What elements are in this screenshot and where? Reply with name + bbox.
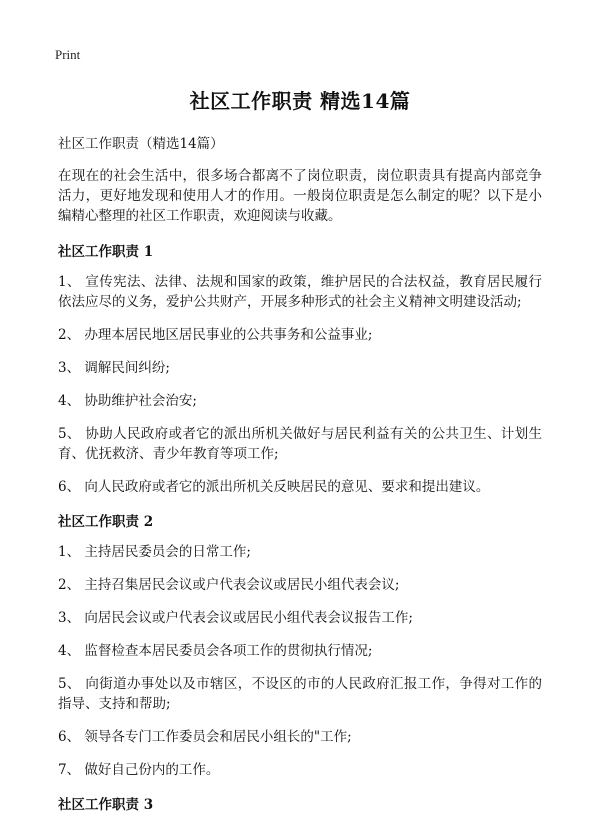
section-1-item-4: 4、 协助维护社会治安; bbox=[58, 393, 197, 409]
section-1-item-2: 2、 办理本居民地区居民事业的公共事务和公益事业; bbox=[58, 327, 373, 343]
document-title: 社区工作职责 精选14篇 bbox=[189, 89, 411, 113]
section-2-item-4: 4、 监督检查本居民委员会各项工作的贯彻执行情况; bbox=[58, 643, 373, 659]
section-heading-3: 社区工作职责 3 bbox=[58, 797, 154, 813]
document-subtitle: 社区工作职责（精选14篇） bbox=[58, 136, 224, 152]
section-2-item-3: 3、 向居民会议或户代表会议或居民小组代表会议报告工作; bbox=[58, 610, 413, 626]
section-2-item-5: 5、 向街道办事处以及市辖区，不设区的市的人民政府汇报工作，争得对工作的指导、支持和帮助; bbox=[58, 676, 542, 712]
section-1-item-3: 3、 调解民间纠纷; bbox=[58, 360, 170, 376]
section-heading-2: 社区工作职责 2 bbox=[58, 514, 154, 530]
section-2-item-2: 2、 主持召集居民会议或户代表会议或居民小组代表会议; bbox=[58, 577, 400, 593]
section-2-item-6: 6、 领导各专门工作委员会和居民小组长的"工作; bbox=[58, 729, 352, 745]
section-2-item-7: 7、 做好自己份内的工作。 bbox=[58, 762, 220, 778]
section-heading-1: 社区工作职责 1 bbox=[58, 244, 154, 260]
print-link[interactable]: Print bbox=[55, 47, 81, 62]
section-1-item-5: 5、 协助人民政府或者它的派出所机关做好与居民利益有关的公共卫生、计划生育、优抚救济、青少年教育等项工作; bbox=[58, 426, 542, 462]
section-1-item-1: 1、 宣传宪法、法律、法规和国家的政策，维护居民的合法权益，教育居民履行依法应尽的义务，爱护公共财产，开展多种形式的社会主义精神文明建设活动; bbox=[58, 274, 542, 310]
section-1-item-6: 6、 向人民政府或者它的派出所机关反映居民的意见、要求和提出建议。 bbox=[58, 479, 490, 495]
intro-paragraph: 在现在的社会生活中，很多场合都离不了岗位职责，岗位职责具有提高内部竞争活力，更好地发现和使用人才的作用。一般岗位职责是怎么制定的呢？以下是小编精心整理的社区工作职责，欢迎阅读与收藏。 bbox=[58, 168, 542, 224]
section-2-item-1: 1、 主持居民委员会的日常工作; bbox=[58, 544, 251, 560]
